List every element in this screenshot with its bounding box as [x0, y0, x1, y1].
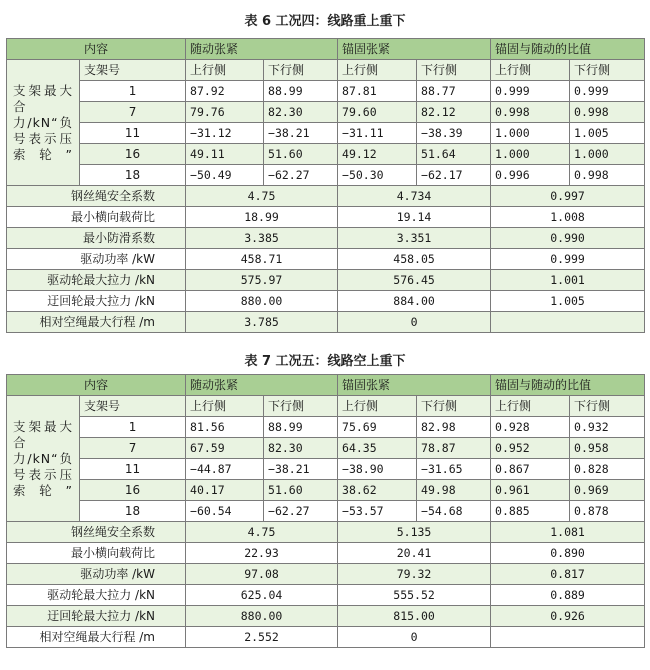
metric-follow-value: 880.00 — [186, 606, 338, 627]
cell-f-down: 51.60 — [264, 144, 338, 165]
header-up-side-0: 上行侧 — [186, 396, 264, 417]
cell-r-up: 0.998 — [491, 102, 570, 123]
cell-a-up: −31.11 — [338, 123, 417, 144]
table-row — [7, 102, 645, 123]
metric-row — [7, 291, 645, 312]
table-caption: 表 7 工况五：线路空上重下 — [244, 354, 406, 369]
metric-anchor-value: 20.41 — [338, 543, 491, 564]
metric-anchor-value: 555.52 — [338, 585, 491, 606]
cell-a-up: 49.12 — [338, 144, 417, 165]
bracket-id: 1 — [80, 81, 186, 102]
table-caption: 表 6 工况四：线路重上重下 — [244, 14, 406, 29]
cell-r-up: 0.867 — [491, 459, 570, 480]
metric-follow-value: 97.08 — [186, 564, 338, 585]
header-anchor-tension: 锚固张紧 — [338, 375, 491, 396]
cell-r-up: 1.000 — [491, 144, 570, 165]
header-down-side-1: 下行侧 — [264, 60, 338, 81]
header-up-side-4: 上行侧 — [491, 60, 570, 81]
table-row — [7, 123, 645, 144]
metric-ratio-value: 0.999 — [491, 249, 645, 270]
metric-row — [7, 522, 645, 543]
metric-row — [7, 207, 645, 228]
metric-row — [7, 585, 645, 606]
cell-a-down: −38.39 — [417, 123, 491, 144]
metric-ratio-value: 0.817 — [491, 564, 645, 585]
table-row — [7, 459, 645, 480]
cell-f-down: 82.30 — [264, 102, 338, 123]
metric-anchor-value: 5.135 — [338, 522, 491, 543]
bracket-id: 7 — [80, 438, 186, 459]
metric-anchor-value: 3.351 — [338, 228, 491, 249]
cell-f-down: −62.27 — [264, 501, 338, 522]
metric-row — [7, 564, 645, 585]
metric-ratio-value: 1.081 — [491, 522, 645, 543]
cell-a-down: −62.17 — [417, 165, 491, 186]
cell-f-up: −60.54 — [186, 501, 264, 522]
cell-a-up: −53.57 — [338, 501, 417, 522]
bracket-force-label: 支架最大合力/kN“负号表示压索轮” — [7, 396, 80, 522]
bracket-id: 1 — [80, 417, 186, 438]
header-ratio: 锚固与随动的比值 — [491, 375, 645, 396]
cell-r-up: 0.996 — [491, 165, 570, 186]
bracket-id: 16 — [80, 144, 186, 165]
header-up-side-2: 上行侧 — [338, 396, 417, 417]
metric-row — [7, 312, 645, 333]
metric-anchor-value: 19.14 — [338, 207, 491, 228]
metric-follow-value: 22.93 — [186, 543, 338, 564]
metric-label: 驱动功率 /kW — [7, 564, 186, 585]
header-bracket-number: 支架号 — [80, 60, 186, 81]
metric-label: 最小防滑系数 — [7, 228, 186, 249]
cell-r-down: 0.998 — [570, 165, 645, 186]
header-up-side-0: 上行侧 — [186, 60, 264, 81]
metric-anchor-value: 815.00 — [338, 606, 491, 627]
cell-a-up: 75.69 — [338, 417, 417, 438]
bracket-id: 16 — [80, 480, 186, 501]
metric-anchor-value: 458.05 — [338, 249, 491, 270]
bracket-id: 18 — [80, 501, 186, 522]
cell-a-down: 51.64 — [417, 144, 491, 165]
metric-anchor-value: 0 — [338, 627, 491, 648]
metric-follow-value: 18.99 — [186, 207, 338, 228]
cell-r-up: 0.885 — [491, 501, 570, 522]
metric-ratio-value: 0.997 — [491, 186, 645, 207]
cell-a-down: 49.98 — [417, 480, 491, 501]
cell-a-down: 78.87 — [417, 438, 491, 459]
metric-ratio-value: 1.001 — [491, 270, 645, 291]
cell-r-up: 1.000 — [491, 123, 570, 144]
metric-follow-value: 458.71 — [186, 249, 338, 270]
cell-f-down: 88.99 — [264, 81, 338, 102]
table-row — [7, 81, 645, 102]
metric-anchor-value: 576.45 — [338, 270, 491, 291]
metric-row — [7, 606, 645, 627]
cell-r-down: 0.969 — [570, 480, 645, 501]
cell-r-down: 1.005 — [570, 123, 645, 144]
cell-f-up: 81.56 — [186, 417, 264, 438]
metric-follow-value: 3.785 — [186, 312, 338, 333]
cell-f-down: −62.27 — [264, 165, 338, 186]
bracket-id: 7 — [80, 102, 186, 123]
table-row — [7, 417, 645, 438]
cell-a-down: −31.65 — [417, 459, 491, 480]
header-content: 内容 — [7, 375, 186, 396]
metric-follow-value: 3.385 — [186, 228, 338, 249]
cell-r-up: 0.952 — [491, 438, 570, 459]
metric-label: 最小横向载荷比 — [7, 207, 186, 228]
metric-label: 迂回轮最大拉力 /kN — [7, 606, 186, 627]
metric-follow-value: 4.75 — [186, 186, 338, 207]
header-ratio: 锚固与随动的比值 — [491, 39, 645, 60]
metric-row — [7, 228, 645, 249]
cell-r-down: 0.932 — [570, 417, 645, 438]
cell-a-up: −38.90 — [338, 459, 417, 480]
cell-a-down: 82.98 — [417, 417, 491, 438]
cell-f-up: −44.87 — [186, 459, 264, 480]
cell-f-up: 67.59 — [186, 438, 264, 459]
cell-f-down: −38.21 — [264, 123, 338, 144]
cell-f-down: 82.30 — [264, 438, 338, 459]
header-down-side-5: 下行侧 — [570, 396, 645, 417]
metric-follow-value: 2.552 — [186, 627, 338, 648]
cell-r-up: 0.961 — [491, 480, 570, 501]
metric-anchor-value: 884.00 — [338, 291, 491, 312]
metric-label: 最小横向载荷比 — [7, 543, 186, 564]
cell-f-up: 40.17 — [186, 480, 264, 501]
header-down-side-5: 下行侧 — [570, 60, 645, 81]
metric-follow-value: 625.04 — [186, 585, 338, 606]
table-row — [7, 165, 645, 186]
metric-row — [7, 186, 645, 207]
metric-ratio-value — [491, 312, 645, 333]
cell-r-up: 0.999 — [491, 81, 570, 102]
bracket-id: 11 — [80, 123, 186, 144]
metric-ratio-value: 1.008 — [491, 207, 645, 228]
metric-label: 驱动轮最大拉力 /kN — [7, 585, 186, 606]
cell-a-up: 87.81 — [338, 81, 417, 102]
header-follow-tension: 随动张紧 — [186, 39, 338, 60]
metric-row — [7, 249, 645, 270]
cell-a-down: 88.77 — [417, 81, 491, 102]
metric-follow-value: 880.00 — [186, 291, 338, 312]
cell-r-down: 0.999 — [570, 81, 645, 102]
cell-a-up: 64.35 — [338, 438, 417, 459]
header-follow-tension: 随动张紧 — [186, 375, 338, 396]
cell-a-down: −54.68 — [417, 501, 491, 522]
cell-f-up: 87.92 — [186, 81, 264, 102]
metric-row — [7, 543, 645, 564]
header-up-side-2: 上行侧 — [338, 60, 417, 81]
metric-ratio-value: 0.889 — [491, 585, 645, 606]
cell-r-down: 0.998 — [570, 102, 645, 123]
header-down-side-1: 下行侧 — [264, 396, 338, 417]
cell-a-up: −50.30 — [338, 165, 417, 186]
table-row — [7, 501, 645, 522]
metric-ratio-value — [491, 627, 645, 648]
metric-ratio-value: 0.990 — [491, 228, 645, 249]
table-row — [7, 438, 645, 459]
metric-row — [7, 627, 645, 648]
cell-f-down: 88.99 — [264, 417, 338, 438]
header-bracket-number: 支架号 — [80, 396, 186, 417]
cell-f-down: −38.21 — [264, 459, 338, 480]
cell-f-up: −50.49 — [186, 165, 264, 186]
header-anchor-tension: 锚固张紧 — [338, 39, 491, 60]
cell-f-up: 79.76 — [186, 102, 264, 123]
table-row — [7, 144, 645, 165]
header-up-side-4: 上行侧 — [491, 396, 570, 417]
metric-label: 相对空绳最大行程 /m — [7, 312, 186, 333]
metric-label: 驱动功率 /kW — [7, 249, 186, 270]
metric-ratio-value: 1.005 — [491, 291, 645, 312]
cell-r-down: 0.958 — [570, 438, 645, 459]
metric-label: 钢丝绳安全系数 — [7, 186, 186, 207]
cell-f-down: 51.60 — [264, 480, 338, 501]
metric-label: 迂回轮最大拉力 /kN — [7, 291, 186, 312]
cell-a-down: 82.12 — [417, 102, 491, 123]
metric-label: 相对空绳最大行程 /m — [7, 627, 186, 648]
metric-ratio-value: 0.890 — [491, 543, 645, 564]
metric-label: 驱动轮最大拉力 /kN — [7, 270, 186, 291]
header-down-side-3: 下行侧 — [417, 396, 491, 417]
cell-r-down: 0.878 — [570, 501, 645, 522]
cell-r-down: 0.828 — [570, 459, 645, 480]
header-down-side-3: 下行侧 — [417, 60, 491, 81]
metric-label: 钢丝绳安全系数 — [7, 522, 186, 543]
metric-ratio-value: 0.926 — [491, 606, 645, 627]
metric-anchor-value: 4.734 — [338, 186, 491, 207]
cell-a-up: 38.62 — [338, 480, 417, 501]
metric-row — [7, 270, 645, 291]
header-content: 内容 — [7, 39, 186, 60]
metric-follow-value: 575.97 — [186, 270, 338, 291]
metric-anchor-value: 0 — [338, 312, 491, 333]
cell-a-up: 79.60 — [338, 102, 417, 123]
cell-r-up: 0.928 — [491, 417, 570, 438]
cell-f-up: −31.12 — [186, 123, 264, 144]
metric-follow-value: 4.75 — [186, 522, 338, 543]
data-table — [6, 374, 645, 648]
data-table — [6, 38, 645, 333]
bracket-force-label: 支架最大合力/kN“负号表示压索轮” — [7, 60, 80, 186]
cell-f-up: 49.11 — [186, 144, 264, 165]
metric-anchor-value: 79.32 — [338, 564, 491, 585]
cell-r-down: 1.000 — [570, 144, 645, 165]
bracket-id: 18 — [80, 165, 186, 186]
bracket-id: 11 — [80, 459, 186, 480]
table-row — [7, 480, 645, 501]
